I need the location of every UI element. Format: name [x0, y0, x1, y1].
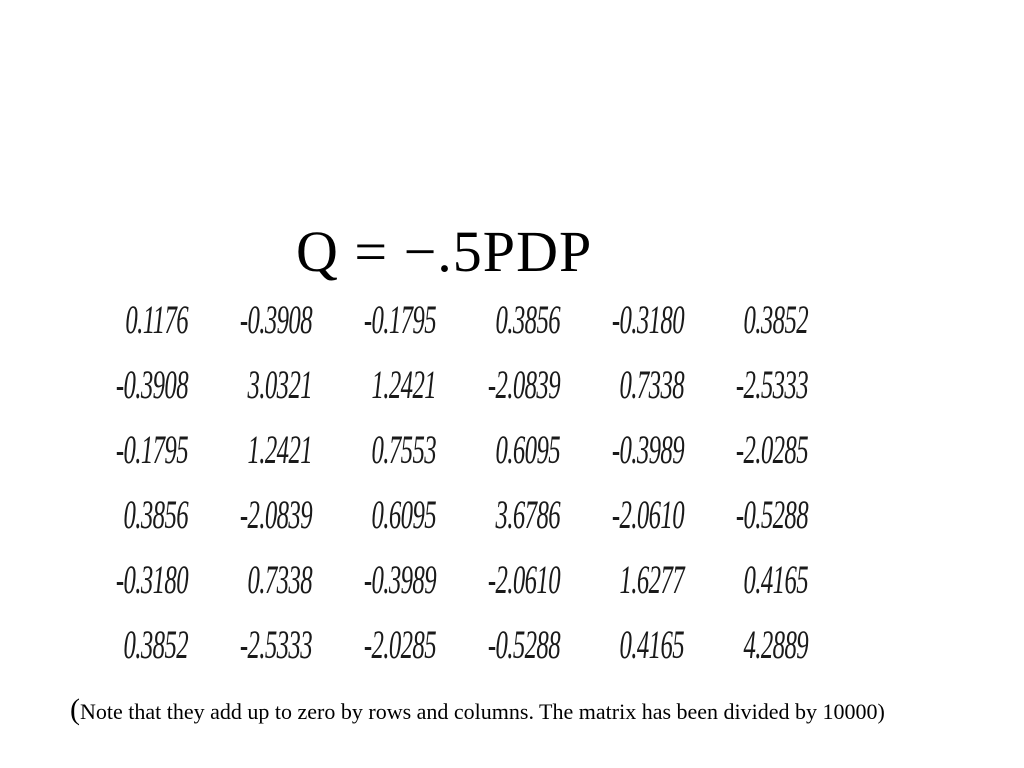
- matrix-cell: -2.0839: [239, 492, 312, 537]
- matrix-cell: 1.2421: [247, 427, 312, 472]
- matrix-row: [84, 353, 824, 417]
- matrix-row: [84, 483, 824, 547]
- matrix-cell: -0.1795: [363, 297, 436, 342]
- matrix-cell: 4.2889: [743, 622, 808, 667]
- matrix-cell: 3.0321: [247, 362, 312, 407]
- matrix-cell: -2.5333: [735, 362, 808, 407]
- matrix-cell: 0.7338: [247, 557, 312, 602]
- matrix-cell: -0.5288: [735, 492, 808, 537]
- matrix-cell: -0.3180: [611, 297, 684, 342]
- matrix-cell: 0.7338: [619, 362, 684, 407]
- matrix-cell: -2.0839: [487, 362, 560, 407]
- matrix-row: [84, 418, 824, 482]
- matrix-row: [84, 548, 824, 612]
- matrix-cell: 0.3856: [495, 297, 560, 342]
- matrix-cell: -0.3908: [115, 362, 188, 407]
- matrix-cell: -0.1795: [115, 427, 188, 472]
- matrix-cell: -2.0285: [363, 622, 436, 667]
- matrix-cell: 0.6095: [495, 427, 560, 472]
- matrix-cell: 1.6277: [619, 557, 684, 602]
- matrix-cell: 0.3856: [123, 492, 188, 537]
- footnote-open-paren: (: [70, 693, 80, 726]
- footnote-text: Note that they add up to zero by rows and columns. The matrix has been divided by 10000): [80, 699, 885, 724]
- matrix-row: [84, 288, 824, 352]
- matrix-cell: 0.4165: [743, 557, 808, 602]
- matrix-cell: -0.5288: [487, 622, 560, 667]
- matrix-cell: -0.3989: [363, 557, 436, 602]
- matrix-cell: 0.3852: [123, 622, 188, 667]
- matrix-cell: 0.3852: [743, 297, 808, 342]
- matrix-cell: -0.3180: [115, 557, 188, 602]
- matrix-cell: 0.1176: [125, 297, 188, 342]
- matrix-cell: 0.4165: [619, 622, 684, 667]
- matrix-cell: -2.0285: [735, 427, 808, 472]
- matrix-q: [84, 288, 824, 688]
- matrix-cell: 0.7553: [371, 427, 436, 472]
- matrix-cell: -2.5333: [239, 622, 312, 667]
- matrix-cell: -2.0610: [487, 557, 560, 602]
- matrix-cell: -0.3989: [611, 427, 684, 472]
- matrix-cell: -0.3908: [239, 297, 312, 342]
- matrix-row: [84, 613, 824, 677]
- matrix-cell: 0.6095: [371, 492, 436, 537]
- matrix-cell: 3.6786: [495, 492, 560, 537]
- formula-heading: Q = −.5PDP: [296, 219, 593, 284]
- matrix-cell: -2.0610: [611, 492, 684, 537]
- footnote: [70, 692, 970, 729]
- matrix-cell: 1.2421: [371, 362, 436, 407]
